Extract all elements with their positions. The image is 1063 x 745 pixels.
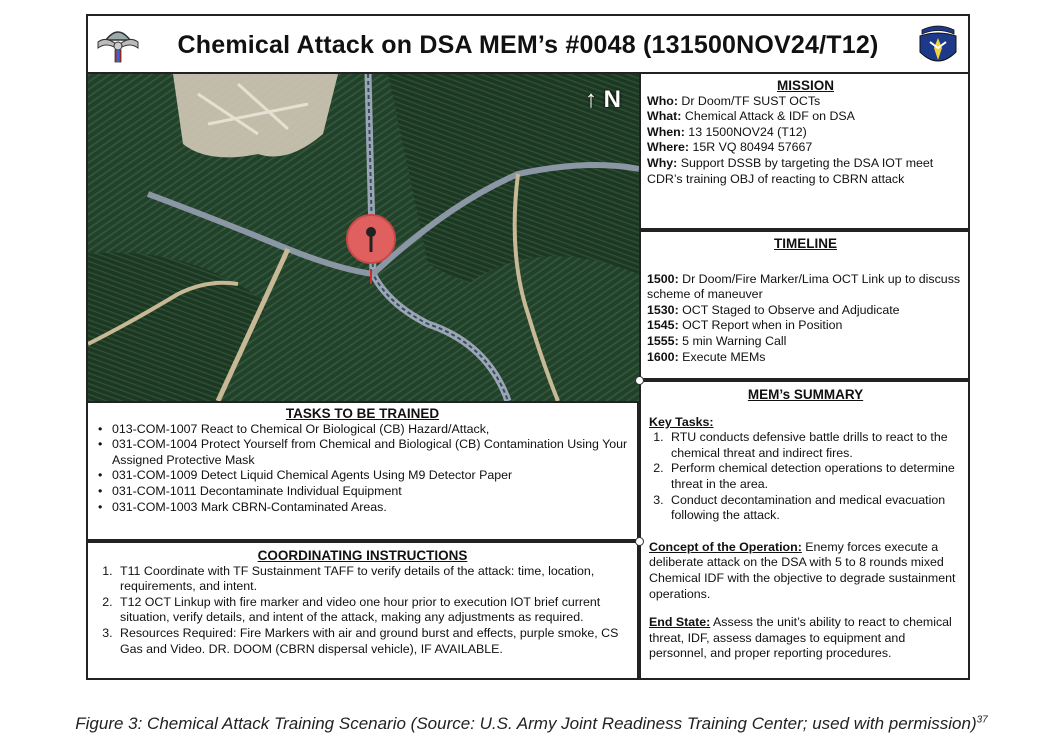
satellite-map[interactable]	[88, 74, 639, 401]
coord-item: 3. Resources Required: Fire Markers with air and ground burst and effects, purple smoke, CS Gas and Video. DR. DOOM (CBRN dispersal vehicle), IF AVAILABLE.	[116, 626, 631, 657]
mission-row-label: Where:	[647, 140, 689, 155]
coord-item: 2. T12 OCT Linkup with fire marker and video one hour prior to execution IOT brief current situation, verify details, and intent of the attack, making any adjustments as required.	[116, 595, 631, 626]
task-item: • 013-COM-1007 React to Chemical Or Biological (CB) Hazard/Attack,	[104, 422, 631, 438]
summary-box	[639, 380, 970, 680]
key-task-item: 1. RTU conducts defensive battle drills to react to the chemical threat and indirect fires.	[667, 430, 962, 461]
timeline-text: OCT Report when in Position	[678, 318, 843, 333]
tasks-list	[94, 422, 631, 516]
mission-box	[639, 74, 970, 230]
key-task-item: 3. Conduct decontamination and medical evacuation following the attack.	[667, 493, 962, 524]
mission-row	[647, 140, 964, 156]
mission-row-text: Dr Doom/TF SUST OCTs	[677, 93, 821, 108]
mission-row-text: 13 1500NOV24 (T12)	[684, 124, 807, 139]
timeline-row	[647, 350, 964, 366]
tasks-header: TASKS TO BE TRAINED	[285, 406, 440, 421]
mission-row-label: Who:	[647, 93, 678, 108]
timeline-time: 1530:	[647, 302, 679, 317]
mission-rows	[647, 94, 964, 188]
timeline-text: OCT Staged to Observe and Adjudicate	[678, 302, 900, 317]
timeline-row	[647, 334, 964, 350]
parachute-wings-icon	[96, 22, 140, 66]
mission-row	[647, 94, 964, 110]
timeline-text: 5 min Warning Call	[678, 333, 787, 348]
timeline-box	[639, 230, 970, 380]
figure-caption	[0, 714, 1063, 734]
coord-list	[94, 564, 631, 658]
resize-handle[interactable]	[635, 537, 644, 546]
north-label: N	[603, 86, 622, 113]
task-item: • 031-COM-1011 Decontaminate Individual Equipment	[104, 484, 631, 500]
north-arrow-glyph: ↑	[585, 86, 597, 113]
summary-header: MEM’s SUMMARY	[747, 387, 864, 402]
north-arrow-icon	[585, 86, 621, 114]
mission-header: MISSION	[776, 78, 834, 93]
timeline-time: 1545:	[647, 318, 679, 333]
coordinating-instructions-box	[88, 541, 639, 680]
caption-footnote: 37	[976, 714, 988, 726]
mission-row-text: 15R VQ 80494 57667	[689, 140, 813, 155]
timeline-row	[647, 303, 964, 319]
coord-item: 1. T11 Coordinate with TF Sustainment TAFF to verify details of the attack: time, location, requirements, and intent.	[116, 564, 631, 595]
mission-row	[647, 109, 964, 125]
task-item: • 031-COM-1004 Protect Yourself from Chemical and Biological (CB) Contamination Using Your Assigned Protective Mask	[104, 437, 631, 468]
mission-row-text: Chemical Attack & IDF on DSA	[681, 109, 855, 124]
timeline-rows	[647, 272, 964, 366]
timeline-time: 1600:	[647, 349, 679, 364]
mission-row-text: Support DSSB by targeting the DSA IOT meet CDR’s training OBJ of reacting to CBRN attack	[647, 155, 934, 186]
concept-text: Enemy forces execute a deliberate attack on the DSA with 5 to 8 rounds mixed Chemical IDF with the objective to degrade sustainment operations.	[649, 539, 956, 601]
timeline-row	[647, 272, 964, 303]
end-state-section	[649, 615, 962, 662]
timeline-text: Execute MEMs	[678, 349, 766, 364]
end-state-label: End State:	[649, 615, 711, 630]
timeline-time: 1555:	[647, 333, 679, 348]
timeline-header: TIMELINE	[774, 236, 837, 251]
concept-section	[649, 540, 962, 602]
timeline-text: Dr Doom/Fire Marker/Lima OCT Link up to discuss scheme of maneuver	[647, 271, 961, 302]
task-item: • 031-COM-1009 Detect Liquid Chemical Agents Using M9 Detector Paper	[104, 468, 631, 484]
task-item: • 031-COM-1003 Mark CBRN-Contaminated Areas.	[104, 500, 631, 516]
key-tasks-section	[649, 415, 962, 524]
airborne-unit-patch-icon	[916, 22, 960, 70]
key-tasks-list	[649, 430, 962, 524]
timeline-time: 1500:	[647, 271, 679, 286]
resize-handle[interactable]	[635, 376, 644, 385]
coord-header: COORDINATING INSTRUCTIONS	[257, 548, 468, 563]
mission-row-label: When:	[647, 124, 685, 139]
caption-text: Figure 3: Chemical Attack Training Scenario (Source: U.S. Army Joint Readiness Training Center; used with permission)	[75, 714, 977, 733]
key-tasks-label: Key Tasks:	[649, 414, 714, 429]
key-task-item: 2. Perform chemical detection operations to determine threat in the area.	[667, 461, 962, 492]
page-title: Chemical Attack on DSA MEM’s #0048 (131500NOV24/T12)	[177, 31, 879, 59]
map-image	[88, 74, 639, 401]
scenario-slide	[86, 14, 970, 680]
timeline-row	[647, 318, 964, 334]
end-state-text: Assess the unit’s ability to react to chemical threat, IDF, assess damages to equipment and personnel, and proper reporting procedures.	[649, 615, 952, 661]
tasks-box	[88, 401, 639, 541]
title-bar	[88, 16, 968, 74]
mission-row-label: Why:	[647, 155, 678, 170]
concept-label: Concept of the Operation:	[649, 539, 802, 554]
mission-row	[647, 125, 964, 141]
mission-row-label: What:	[647, 109, 682, 124]
mission-row	[647, 156, 964, 187]
